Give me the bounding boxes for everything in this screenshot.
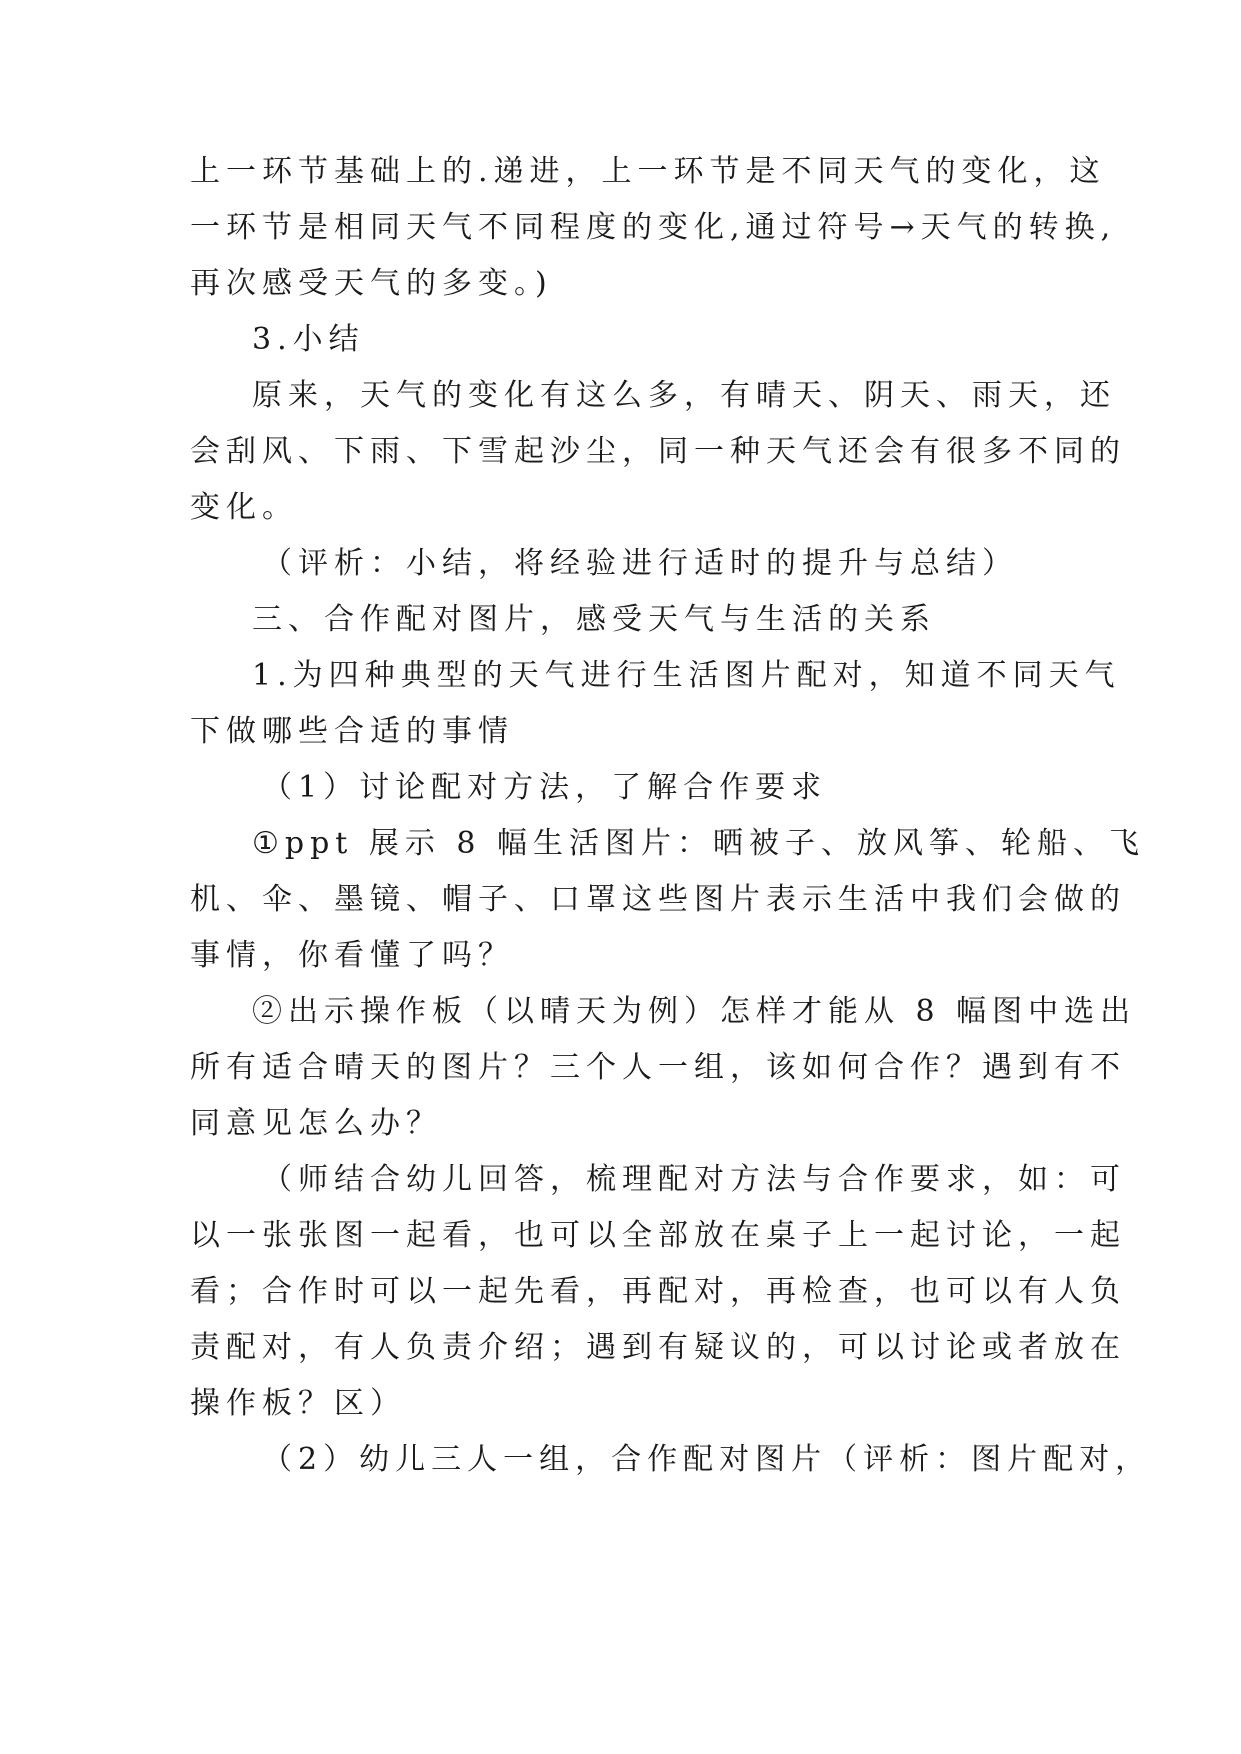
text-line: 看；合作时可以一起先看，再配对，再检查，也可以有人负 bbox=[190, 1274, 1126, 1309]
text-line: 再次感受天气的多变。) bbox=[190, 266, 553, 301]
text-line: ②出示操作板（以晴天为例）怎样才能从 8 幅图中选出 bbox=[252, 994, 1137, 1029]
text-line: 以一张张图一起看，也可以全部放在桌子上一起讨论，一起 bbox=[190, 1218, 1126, 1253]
text-line: （1）讨论配对方法，了解合作要求 bbox=[262, 770, 828, 805]
text-line: （2）幼儿三人一组，合作配对图片（评析：图片配对， bbox=[262, 1442, 1152, 1477]
text-line: 原来，天气的变化有这么多，有晴天、阴天、雨天，还 bbox=[252, 378, 1116, 413]
text-line: 下做哪些合适的事情 bbox=[190, 714, 514, 749]
text-line: 变化。 bbox=[190, 490, 298, 525]
text-line: 一环节是相同天气不同程度的变化,通过符号→天气的转换, bbox=[190, 210, 1117, 245]
text-line: 责配对，有人负责介绍；遇到有疑议的，可以讨论或者放在 bbox=[190, 1330, 1126, 1365]
text-line: 同意见怎么办？ bbox=[190, 1106, 442, 1141]
text-line: ①ppt 展示 8 幅生活图片：晒被子、放风筝、轮船、飞 bbox=[252, 826, 1146, 861]
text-line: 1.为四种典型的天气进行生活图片配对，知道不同天气 bbox=[252, 658, 1121, 693]
text-line: 会刮风、下雨、下雪起沙尘，同一种天气还会有很多不同的 bbox=[190, 434, 1126, 469]
text-line: （师结合幼儿回答，梳理配对方法与合作要求，如：可 bbox=[262, 1162, 1126, 1197]
text-line: 事情，你看懂了吗？ bbox=[190, 938, 514, 973]
section-heading: 三、合作配对图片，感受天气与生活的关系 bbox=[252, 602, 936, 637]
text-line: 上一环节基础上的.递进，上一环节是不同天气的变化，这 bbox=[190, 154, 1106, 189]
text-line: 所有适合晴天的图片？三个人一组，该如何合作？遇到有不 bbox=[190, 1050, 1126, 1085]
text-line: 操作板？区） bbox=[190, 1386, 406, 1421]
text-line: 机、伞、墨镜、帽子、口罩这些图片表示生活中我们会做的 bbox=[190, 882, 1126, 917]
text-line: （评析：小结，将经验进行适时的提升与总结） bbox=[262, 546, 1018, 581]
section-heading: 3.小结 bbox=[252, 322, 365, 357]
